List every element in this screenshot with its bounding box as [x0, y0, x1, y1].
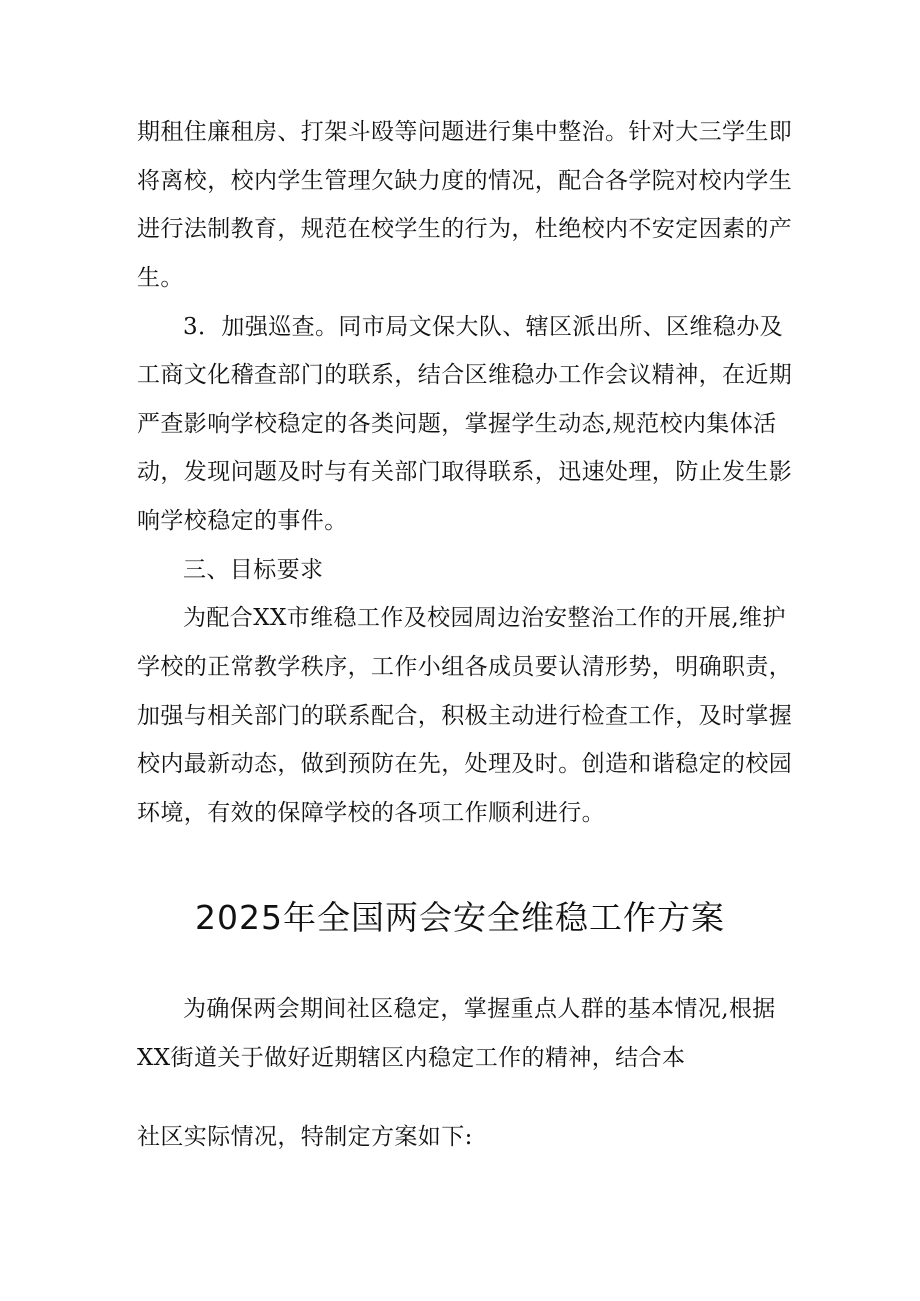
paragraph-first-line: 为确保两会期间社区稳定，掌握重点人群的基本情况,根据 [183, 996, 776, 1022]
section-heading: 三、目标要求 [183, 557, 324, 583]
body-text-line: 社区实际情况，特制定方案如下: [137, 1124, 473, 1150]
item-3-first-line: 3．加强巡查。同市局文保大队、辖区派出所、区维稳办及 [183, 314, 784, 340]
body-text-line: 响学校稳定的事件。 [137, 508, 348, 534]
body-text-line: 期租住廉租房、打架斗殴等问题进行集中整治。针对大三学生即 [137, 119, 793, 145]
body-text-line: 将离校，校内学生管理欠缺力度的情况，配合各学院对校内学生 [137, 168, 793, 194]
body-text-line: 加强与相关部门的联系配合，积极主动进行检查工作，及时掌握 [137, 703, 793, 729]
body-text-line: 生。 [137, 265, 184, 291]
body-text-line: 学校的正常教学秩序，工作小组各成员要认清形势，明确职责， [137, 654, 793, 680]
body-text-line: 校内最新动态，做到预防在先，处理及时。创造和谐稳定的校园 [137, 751, 793, 777]
body-text-line: 环境，有效的保障学校的各项工作顺利进行。 [137, 800, 605, 826]
body-text-line: XX街道关于做好近期辖区内稳定工作的精神，结合本 [137, 1045, 686, 1071]
paragraph-first-line: 为配合XX市维稳工作及校园周边治安整治工作的开展,维护 [183, 605, 786, 631]
body-text-line: 进行法制教育，规范在校学生的行为，杜绝校内不安定因素的产 [137, 216, 793, 242]
body-text-line: 工商文化稽查部门的联系，结合区维稳办工作会议精神，在近期 [137, 362, 793, 388]
body-text-line: 严查影响学校稳定的各类问题，掌握学生动态,规范校内集体活 [137, 411, 777, 437]
body-text-line: 动，发现问题及时与有关部门取得联系，迅速处理，防止发生影 [137, 459, 793, 485]
document-title: 2025年全国两会安全维稳工作方案 [195, 898, 725, 937]
